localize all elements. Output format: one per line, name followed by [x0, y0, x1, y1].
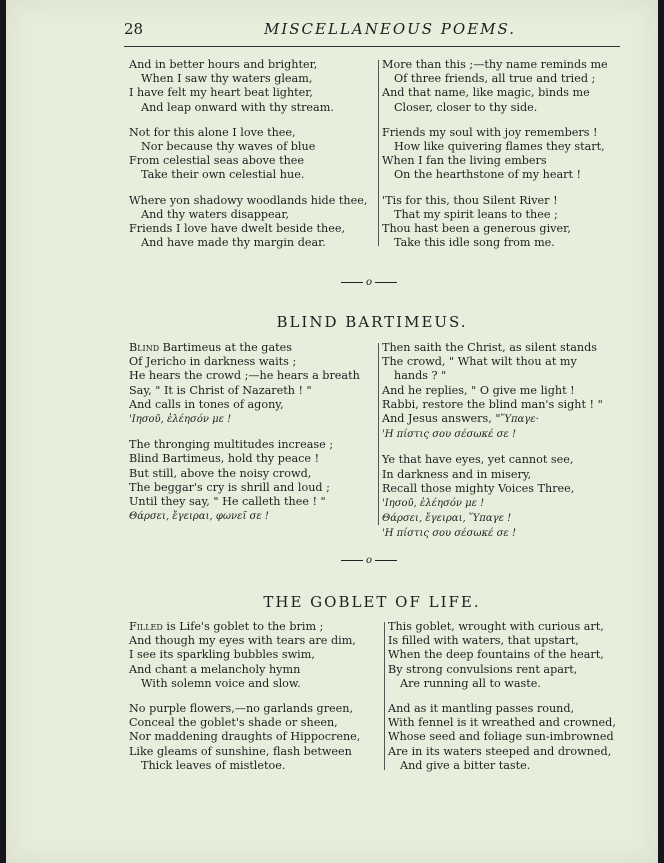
verse-line: And in better hours and brighter,: [129, 58, 318, 71]
verse-line: [129, 467, 360, 481]
verse-text: The beggar's cry is shrill and loud ;: [129, 480, 330, 494]
verse-line: More than this ;—thy name reminds me: [382, 58, 608, 71]
stanza: [129, 438, 360, 524]
page-number: 28: [124, 20, 144, 38]
section-ornament: o: [324, 277, 414, 288]
verse-line: [129, 341, 360, 355]
drop-word: Filled: [129, 620, 163, 633]
verse-line: When I fan the living embers: [382, 154, 547, 168]
verse-line: [129, 438, 360, 452]
verse-text: And calls in tones of agony,: [129, 397, 284, 411]
verse-line: [388, 634, 616, 648]
verse-line: Not for this alone I love thee,: [129, 125, 296, 139]
verse-text: hands ? ": [394, 369, 447, 383]
verse-text: Bartimeus at the gates: [159, 341, 292, 354]
verse-line: [129, 369, 360, 383]
verse-line: [382, 453, 603, 467]
verse-text: Are running all to waste.: [400, 676, 541, 690]
stanza: [382, 58, 608, 115]
verse-text: In darkness and in misery,: [382, 467, 532, 481]
verse-line: [388, 677, 616, 691]
verse-line: [388, 759, 616, 773]
verse-line: How like quivering flames they start,: [394, 140, 605, 154]
verse-text: With solemn voice and slow.: [141, 676, 301, 690]
verse-line: [382, 355, 603, 369]
verse-line: [129, 677, 360, 691]
verse-line: That my spirit leans to thee ;: [394, 207, 558, 221]
stanza: [129, 702, 360, 773]
verse-text: The thronging multitudes increase ;: [129, 438, 334, 452]
verse-line: [129, 702, 360, 716]
verse-line: [388, 702, 616, 716]
verse-line: [129, 481, 360, 495]
poem-title-goblet-of-life: THE GOBLET OF LIFE.: [263, 593, 481, 611]
verse-text: Recall those mighty Voices Three,: [382, 481, 575, 495]
verse-line: [129, 730, 360, 744]
verse-text: The crowd, " What wilt thou at my: [382, 355, 577, 369]
greek-line: 'Η πίστις σου σέσωκέ σε !: [382, 528, 516, 540]
verse-text: is Life's goblet to the brim ;: [162, 620, 324, 633]
verse-line: [382, 482, 603, 496]
verse-text: And as it mantling passes round,: [388, 702, 575, 716]
verse-line: [382, 468, 603, 482]
verse-line: [382, 412, 603, 427]
poem-title-blind-bartimeus: BLIND BARTIMEUS.: [276, 313, 468, 331]
verse-line: And thy waters disappear,: [141, 207, 290, 221]
verse-line: [382, 369, 603, 383]
verse-line: [382, 427, 603, 442]
verse-line: [388, 663, 616, 677]
verse-line: And have made thy margin dear.: [141, 236, 326, 250]
verse-line: From celestial seas above thee: [129, 154, 305, 168]
header-rule: [124, 46, 620, 47]
verse-text: Is filled with waters, that upstart,: [388, 634, 579, 648]
verse-text: I see its sparkling bubbles swim,: [129, 648, 315, 662]
poem2-left-column: [129, 341, 360, 535]
verse-line: [382, 526, 603, 541]
verse-text: Whose seed and foliage sun-imbrowned: [388, 730, 614, 744]
verse-line: [129, 384, 360, 398]
verse-line: [388, 730, 616, 744]
verse-text: But still, above the noisy crowd,: [129, 466, 312, 480]
verse-text: He hears the crowd ;—he hears a breath: [129, 369, 360, 383]
verse-line: Friends my soul with joy remembers !: [382, 125, 598, 139]
stanza: [382, 126, 608, 183]
verse-line: [129, 648, 360, 662]
poem2-right-column: [382, 341, 603, 553]
column-divider: [384, 622, 385, 770]
verse-text: Say, " It is Christ of Nazareth ! ": [129, 383, 312, 397]
verse-text: Ye that have eyes, yet cannot see,: [382, 453, 574, 467]
verse-text: And chant a melancholy hymn: [129, 662, 301, 676]
running-title: MISCELLANEOUS POEMS.: [264, 20, 517, 38]
verse-line: [388, 745, 616, 759]
stanza: [382, 453, 603, 541]
verse-line: [129, 509, 360, 524]
verse-text: And he replies, " O give me light !: [382, 383, 575, 397]
verse-line: [129, 634, 360, 648]
verse-line: [382, 398, 603, 412]
verse-text: With fennel is it wreathed and crowned,: [388, 716, 616, 730]
verse-line: [129, 398, 360, 412]
poem1-right-column: [382, 58, 608, 261]
column-divider: [378, 343, 379, 525]
stanza: [129, 58, 367, 115]
poem3-left-column: [129, 620, 360, 784]
verse-line: [382, 496, 603, 511]
verse-line: Thou hast been a generous giver,: [382, 222, 571, 236]
verse-text: And though my eyes with tears are dim,: [129, 634, 356, 648]
stanza: [382, 341, 603, 442]
verse-line: Of three friends, all true and tried ;: [394, 72, 596, 86]
verse-text: Of Jericho in darkness waits ;: [129, 355, 297, 369]
poem3-right-column: [388, 620, 616, 784]
verse-line: Take their own celestial hue.: [141, 168, 305, 182]
verse-line: [129, 620, 360, 634]
book-page: [6, 0, 658, 863]
column-divider: [378, 60, 379, 246]
verse-line: [129, 663, 360, 677]
verse-line: [382, 511, 603, 526]
verse-line: [129, 759, 360, 773]
poem1-left-column: [129, 58, 367, 261]
stanza: [129, 126, 367, 183]
verse-line: [388, 648, 616, 662]
verse-line: [129, 745, 360, 759]
verse-line: Nor because thy waves of blue: [141, 140, 316, 154]
greek-line: 'Η πίστις σου σέσωκέ σε !: [382, 429, 516, 441]
verse-line: [129, 355, 360, 369]
verse-text: And give a bitter taste.: [400, 758, 531, 772]
verse-text: Then saith the Christ, as silent stands: [382, 341, 597, 354]
stanza: [388, 620, 616, 691]
verse-line: [129, 452, 360, 466]
stanza: [129, 341, 360, 427]
verse-line: And that name, like magic, binds me: [382, 86, 590, 100]
greek-word: Ὕπαγε·: [500, 414, 539, 426]
verse-text: No purple flowers,—no garlands green,: [129, 702, 354, 716]
greek-line: Θάρσει, ἔγειραι, Ὕπαγε !: [382, 513, 512, 525]
verse-line: [382, 384, 603, 398]
verse-line: I have felt my heart beat lighter,: [129, 86, 313, 100]
section-ornament: o: [324, 555, 414, 566]
greek-line: 'Ιησοῦ, ἐλέησόν με !: [382, 498, 485, 510]
verse-text: Are in its waters steeped and drowned,: [388, 744, 612, 758]
verse-text: Until they say, " He calleth thee ! ": [129, 495, 326, 509]
verse-line: [129, 412, 360, 427]
verse-line: [388, 716, 616, 730]
verse-text: Conceal the goblet's shade or sheen,: [129, 716, 338, 730]
verse-line: Take this idle song from me.: [394, 236, 555, 250]
greek-line: Θάρσει, ἔγειραι, φωνεῖ σε !: [129, 511, 269, 523]
verse-text: And Jesus answers, ": [382, 412, 501, 426]
verse-line: When I saw thy waters gleam,: [141, 72, 313, 86]
verse-text: Rabbi, restore the blind man's sight ! ": [382, 397, 603, 411]
verse-text: When the deep fountains of the heart,: [388, 648, 604, 662]
verse-line: [382, 341, 603, 355]
verse-line: And leap onward with thy stream.: [141, 100, 334, 114]
stanza: [382, 194, 608, 251]
verse-text: This goblet, wrought with curious art,: [388, 620, 604, 633]
stanza: [129, 194, 367, 251]
verse-text: Thick leaves of mistletoe.: [141, 758, 286, 772]
verse-line: Closer, closer to thy side.: [394, 100, 538, 114]
verse-line: 'Tis for this, thou Silent River !: [382, 193, 558, 207]
verse-line: Where yon shadowy woodlands hide thee,: [129, 193, 368, 207]
verse-line: Friends I love have dwelt beside thee,: [129, 222, 346, 236]
verse-line: [129, 716, 360, 730]
verse-line: On the hearthstone of my heart !: [394, 168, 582, 182]
stanza: [388, 702, 616, 773]
verse-text: Blind Bartimeus, hold thy peace !: [129, 452, 320, 466]
stanza: [129, 620, 360, 691]
drop-word: Blind: [129, 341, 160, 354]
verse-text: Nor maddening draughts of Hippocrene,: [129, 730, 361, 744]
greek-line: 'Ιησοῦ, ἐλέησόν με !: [129, 414, 232, 426]
verse-text: By strong convulsions rent apart,: [388, 662, 578, 676]
verse-text: Like gleams of sunshine, flash between: [129, 744, 352, 758]
verse-line: [388, 620, 616, 634]
verse-line: [129, 495, 360, 509]
